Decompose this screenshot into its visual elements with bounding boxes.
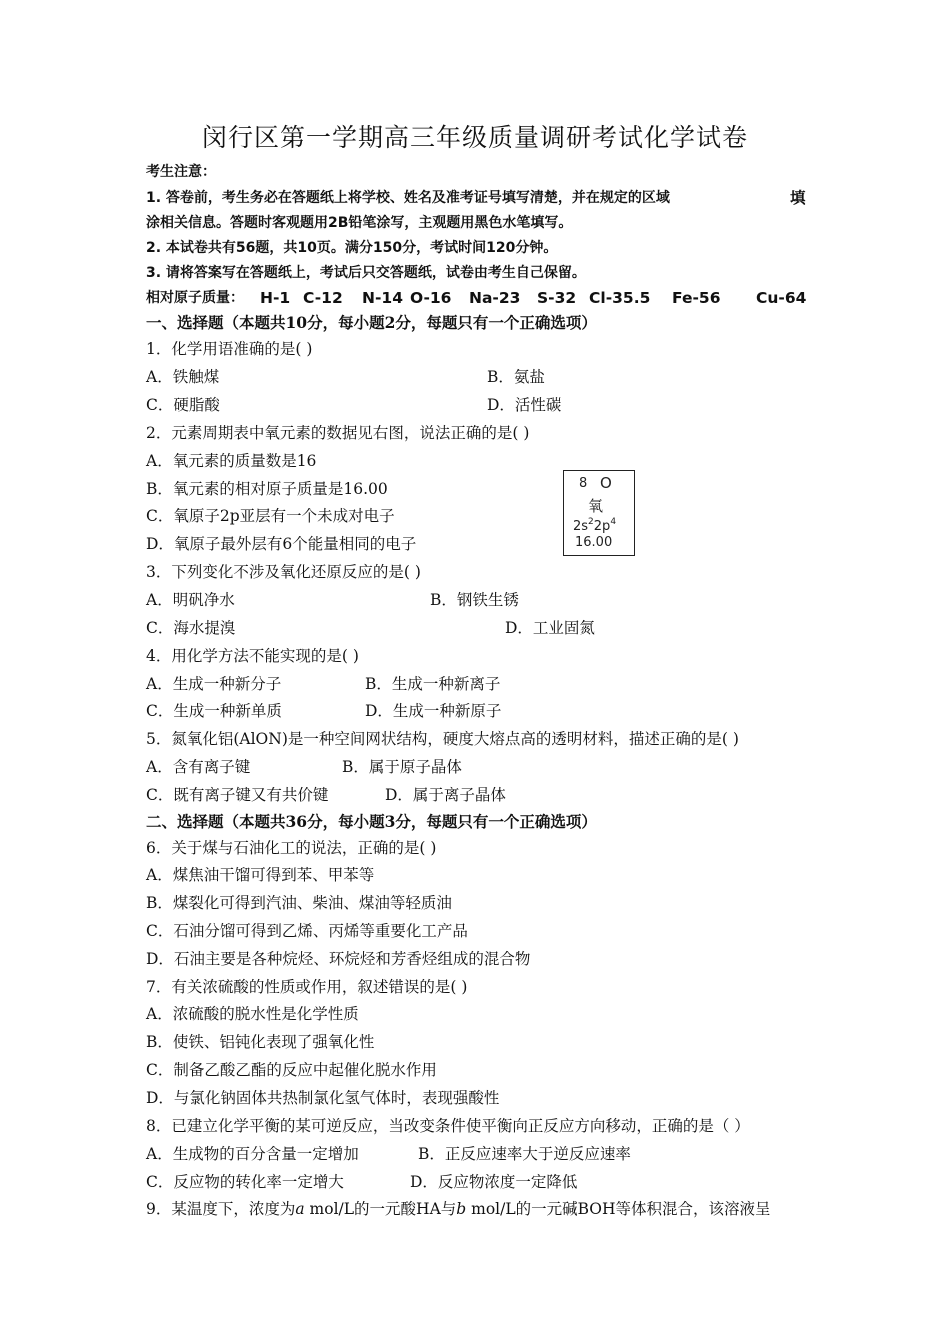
q5-option-c: C．既有离子键又有共价键: [146, 786, 329, 804]
notice-item-3: 3. 请将答案写在答题纸上，考试后只交答题纸，试卷由考生自己保留。: [146, 265, 586, 281]
q7-option-d: D．与氯化钠固体共热制氯化氢气体时，表现强酸性: [146, 1089, 500, 1107]
q9-var-b: b: [456, 1200, 467, 1218]
section-1-heading: 一、选择题（本题共10分，每小题2分，每题只有一个正确选项）: [146, 313, 597, 332]
q4-stem: 4．用化学方法不能实现的是( ): [146, 647, 359, 665]
q5-stem: 5．氮氧化铝(AlON)是一种空间网状结构，硬度大熔点高的透明材料，描述正确的是( ): [146, 730, 739, 748]
q6-option-c: C．石油分馏可得到乙烯、丙烯等重要化工产品: [146, 922, 468, 940]
atomic-mass-o: O-16: [410, 289, 452, 307]
q6-option-a: A．煤焦油干馏可得到苯、甲苯等: [146, 866, 375, 884]
q2-stem: 2．元素周期表中氧元素的数据见右图，说法正确的是( ): [146, 424, 530, 442]
notice-item-1: 1. 答卷前，考生务必在答题纸上将学校、姓名及准考证号填写清楚，并在规定的区域: [146, 190, 670, 206]
exam-title: 闵行区第一学期高三年级质量调研考试化学试卷: [201, 123, 748, 152]
q1-option-d: D．活性碳: [487, 396, 562, 414]
q9-text-1: 9．某温度下，浓度为: [146, 1200, 296, 1218]
oxygen-element-card: [563, 470, 635, 556]
q8-option-c: C．反应物的转化率一定增大: [146, 1173, 344, 1191]
notice-item-1-cont: 涂相关信息。答题时客观题用2B铅笔涂写，主观题用黑色水笔填写。: [146, 215, 573, 231]
q7-stem: 7．有关浓硫酸的性质或作用，叙述错误的是( ): [146, 978, 468, 996]
q9-var-a: a: [295, 1200, 305, 1218]
q9-text-3: mol/L的一元碱BOH等体积混合，该溶液呈: [466, 1200, 771, 1218]
q9-text-2: mol/L的一元酸HA与: [304, 1200, 457, 1218]
notice-item-2: 2. 本试卷共有56题，共10页。满分150分，考试时间120分钟。: [146, 240, 558, 256]
q1-option-b: B．氨盐: [487, 368, 545, 386]
q8-option-a: A．生成物的百分含量一定增加: [146, 1145, 359, 1163]
notice-heading: 考生注意：: [146, 164, 216, 180]
electron-config: $2s^22p^4$: [573, 517, 617, 534]
atomic-mass-na: Na-23: [469, 289, 521, 307]
q2-option-c: C．氧原子2p亚层有一个未成对电子: [146, 507, 395, 525]
q8-option-b: B．正反应速率大于逆反应速率: [418, 1145, 631, 1163]
q4-option-d: D．生成一种新原子: [365, 702, 502, 720]
q2-option-a: A．氧元素的质量数是16: [146, 452, 317, 470]
q3-option-b: B．钢铁生锈: [430, 591, 519, 609]
q7-option-a: A．浓硫酸的脱水性是化学性质: [146, 1005, 359, 1023]
q4-option-b: B．生成一种新离子: [365, 675, 501, 693]
q3-option-d: D．工业固氮: [505, 619, 595, 637]
q4-option-a: A．生成一种新分子: [146, 675, 282, 693]
q2-option-d: D．氧原子最外层有6个能量相同的电子: [146, 535, 417, 553]
atomic-mass: 16.00: [575, 535, 613, 550]
atomic-mass-c: C-12: [303, 289, 343, 307]
atomic-mass-n: N-14: [362, 289, 403, 307]
q1-option-a: A．铁触煤: [146, 368, 220, 386]
atomic-mass-cu: Cu-64: [756, 289, 807, 307]
atomic-mass-label: 相对原子质量：: [146, 290, 244, 306]
element-name: 氧: [588, 497, 604, 515]
q4-option-c: C．生成一种新单质: [146, 702, 282, 720]
atomic-mass-fe: Fe-56: [672, 289, 721, 307]
atomic-mass-line: [146, 288, 244, 308]
q5-option-a: A．含有离子键: [146, 758, 251, 776]
q6-option-d: D．石油主要是各种烷烃、环烷烃和芳香烃组成的混合物: [146, 950, 531, 968]
q8-stem: 8．已建立化学平衡的某可逆反应，当改变条件使平衡向正反应方向移动，正确的是（ ）: [146, 1117, 750, 1135]
element-symbol: O: [600, 474, 612, 492]
q3-option-c: C．海水提溴: [146, 619, 236, 637]
q3-stem: 3．下列变化不涉及氧化还原反应的是( ): [146, 563, 421, 581]
q2-option-b: B．氧元素的相对原子质量是16.00: [146, 480, 388, 498]
q6-stem: 6．关于煤与石油化工的说法，正确的是( ): [146, 839, 437, 857]
q3-option-a: A．明矾净水: [146, 591, 235, 609]
q5-option-b: B．属于原子晶体: [342, 758, 462, 776]
section-2-heading: 二、选择题（本题共36分，每小题3分，每题只有一个正确选项）: [146, 812, 597, 831]
q7-option-b: B．使铁、铝钝化表现了强氧化性: [146, 1033, 375, 1051]
atomic-mass-h: H-1: [260, 289, 291, 307]
atomic-mass-s: S-32: [537, 289, 577, 307]
notice-item-1-tail: 填: [790, 189, 806, 207]
q6-option-b: B．煤裂化可得到汽油、柴油、煤油等轻质油: [146, 894, 452, 912]
atomic-mass-cl: Cl-35.5: [589, 289, 651, 307]
atomic-number: 8: [579, 476, 588, 491]
q1-stem: 1．化学用语准确的是( ): [146, 340, 313, 358]
q8-option-d: D．反应物浓度一定降低: [410, 1173, 578, 1191]
q7-option-c: C．制备乙酸乙酯的反应中起催化脱水作用: [146, 1061, 437, 1079]
q9-stem: [146, 1199, 771, 1219]
q5-option-d: D．属于离子晶体: [385, 786, 506, 804]
q1-option-c: C．硬脂酸: [146, 396, 220, 414]
